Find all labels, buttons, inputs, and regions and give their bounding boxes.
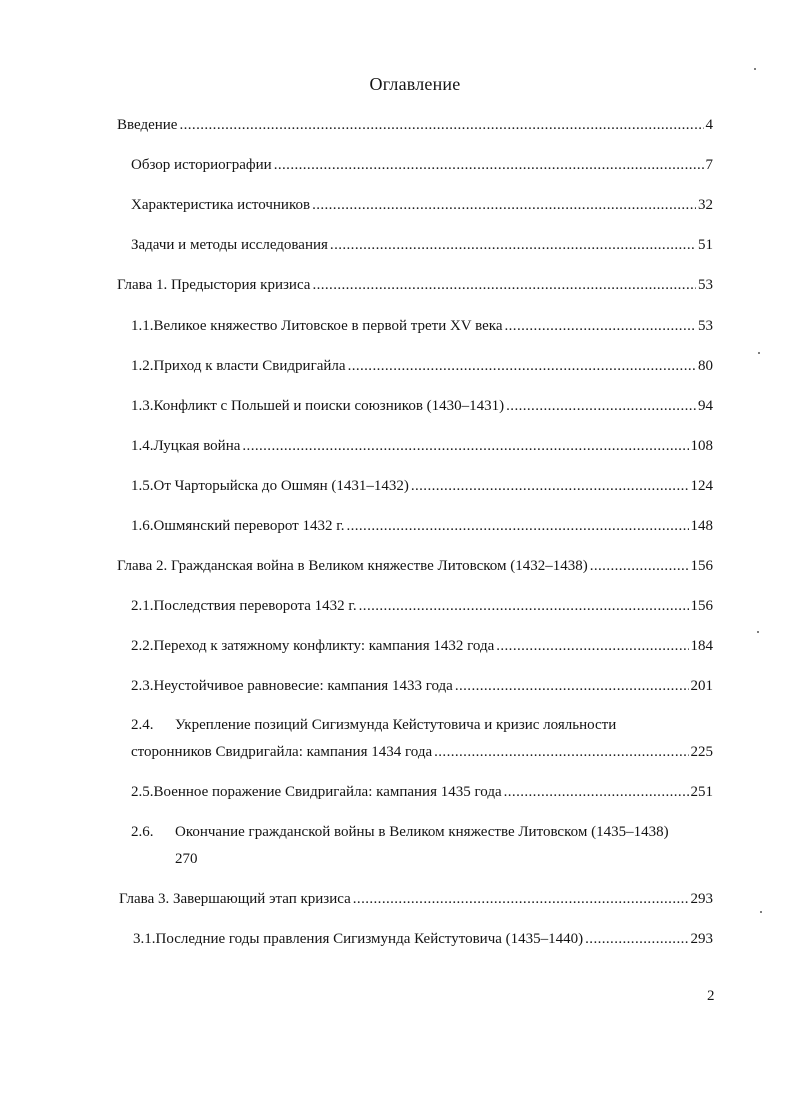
toc-entry-page: 156 xyxy=(690,598,713,614)
toc-entry-chapter-3[interactable] xyxy=(119,890,713,908)
toc-entry-number: 1.2. xyxy=(131,358,154,374)
toc-entry-sources[interactable] xyxy=(131,196,713,214)
dot-leader xyxy=(312,196,696,214)
toc-entry-page: 7 xyxy=(705,157,713,173)
page-title: Оглавление xyxy=(369,74,461,94)
toc-entry-label: Военное поражение Свидригайла: кампания 1435 года xyxy=(153,784,502,800)
toc-entry-page: 4 xyxy=(705,117,713,133)
scan-speck xyxy=(757,631,759,633)
toc-entry-page: 32 xyxy=(698,197,713,213)
toc-entry-3-1[interactable] xyxy=(133,930,713,948)
dot-leader xyxy=(348,357,696,375)
toc-entry-label: Луцкая война xyxy=(153,438,241,454)
toc-entry-page: 184 xyxy=(690,638,713,654)
toc-entry-label: Глава 2. Гражданская война в Великом княжестве Литовском (1432–1438) xyxy=(117,558,588,574)
dot-leader xyxy=(359,597,689,615)
dot-leader xyxy=(179,116,703,134)
scan-speck xyxy=(758,352,760,354)
toc-entry-page: 270 xyxy=(175,851,198,867)
toc-entry-number: 1.5. xyxy=(131,478,154,494)
toc-entry-page: 293 xyxy=(690,931,713,947)
toc-entry-2-1[interactable] xyxy=(131,597,713,615)
toc-entry-2-4-line1[interactable] xyxy=(131,716,616,734)
toc-entry-page: 80 xyxy=(698,358,713,374)
toc-entry-number: 2.2. xyxy=(131,638,154,654)
toc-entry-number: 1.4. xyxy=(131,438,154,454)
toc-entry-1-4[interactable] xyxy=(131,437,713,455)
toc-entry-page: 51 xyxy=(698,237,713,253)
toc-entry-2-6[interactable] xyxy=(131,823,669,841)
toc-entry-number: 2.1. xyxy=(131,598,154,614)
dot-leader xyxy=(353,890,689,908)
dot-leader xyxy=(585,930,688,948)
toc-entry-number: 1.6. xyxy=(131,518,154,534)
dot-leader xyxy=(496,637,688,655)
toc-entry-page: 148 xyxy=(690,518,713,534)
toc-entry-2-2[interactable] xyxy=(131,637,713,655)
dot-leader xyxy=(330,236,696,254)
toc-entry-number: 2.5. xyxy=(131,784,154,800)
toc-entry-label: Переход к затяжному конфликту: кампания 1432 года xyxy=(153,638,495,654)
toc-entry-page: 53 xyxy=(698,318,713,334)
toc-entry-label: Последние годы правления Сигизмунда Кейстутовича (1435–1440) xyxy=(155,931,584,947)
dot-leader xyxy=(455,677,689,695)
dot-leader xyxy=(411,477,689,495)
dot-leader xyxy=(434,743,688,761)
toc-entry-label: Конфликт с Польшей и поиски союзников (1430–1431) xyxy=(153,398,505,414)
toc-entry-page: 108 xyxy=(690,438,713,454)
toc-entry-page: 293 xyxy=(690,891,713,907)
dot-leader xyxy=(242,437,688,455)
toc-entry-page: 225 xyxy=(690,744,713,760)
toc-entry-page: 201 xyxy=(690,678,713,694)
toc-entry-label: Ошмянский переворот 1432 г. xyxy=(153,518,345,534)
toc-entry-label: Введение xyxy=(117,117,178,133)
toc-entry-number: 2.6. xyxy=(131,824,154,840)
toc-entry-label: Окончание гражданской войны в Великом княжестве Литовском (1435–1438) xyxy=(175,824,669,840)
toc-entry-label-continued: сторонников Свидригайла: кампания 1434 года xyxy=(131,744,433,760)
toc-entry-label: Характеристика источников xyxy=(131,197,311,213)
dot-leader xyxy=(504,783,689,801)
toc-entry-label: Неустойчивое равновесие: кампания 1433 года xyxy=(153,678,453,694)
scan-speck xyxy=(754,68,756,70)
toc-entry-label: Приход к власти Свидригайла xyxy=(153,358,346,374)
toc-entry-label: Задачи и методы исследования xyxy=(131,237,328,253)
toc-entry-number: 2.4. xyxy=(131,717,154,733)
toc-entry-page: 124 xyxy=(690,478,713,494)
toc-entry-label: От Чарторыйска до Ошмян (1431–1432) xyxy=(153,478,409,494)
dot-leader xyxy=(312,276,696,294)
page-number: 2 xyxy=(707,988,715,1004)
toc-entry-chapter-1[interactable] xyxy=(117,276,713,294)
scan-speck xyxy=(760,911,762,913)
toc-entry-label: Глава 1. Предыстория кризиса xyxy=(117,277,311,293)
dot-leader xyxy=(274,156,704,174)
toc-entry-label: Обзор историографии xyxy=(131,157,272,173)
dot-leader xyxy=(505,317,697,335)
toc-entry-page: 53 xyxy=(698,277,713,293)
toc-entry-label: Глава 3. Завершающий этап кризиса xyxy=(119,891,351,907)
toc-entry-1-1[interactable] xyxy=(131,317,713,335)
toc-entry-1-3[interactable] xyxy=(131,397,713,415)
toc-entry-chapter-2[interactable] xyxy=(117,557,713,575)
toc-entry-number: 1.3. xyxy=(131,398,154,414)
toc-entry-historiography[interactable] xyxy=(131,156,713,174)
toc-entry-1-2[interactable] xyxy=(131,357,713,375)
toc-entry-number: 2.3. xyxy=(131,678,154,694)
toc-entry-page: 94 xyxy=(698,398,713,414)
toc-entry-1-5[interactable] xyxy=(131,477,713,495)
toc-entry-label: Последствия переворота 1432 г. xyxy=(153,598,357,614)
dot-leader xyxy=(346,517,688,535)
toc-entry-page: 251 xyxy=(690,784,713,800)
toc-entry-2-3[interactable] xyxy=(131,677,713,695)
toc-entry-methods[interactable] xyxy=(131,236,713,254)
toc-entry-2-5[interactable] xyxy=(131,783,713,801)
dot-leader xyxy=(590,557,689,575)
dot-leader xyxy=(506,397,696,415)
toc-entry-1-6[interactable] xyxy=(131,517,713,535)
toc-entry-label: Укрепление позиций Сигизмунда Кейстутовича и кризис лояльности xyxy=(175,717,617,733)
toc-entry-intro[interactable] xyxy=(117,116,713,134)
toc-entry-label: Великое княжество Литовское в первой трети XV века xyxy=(153,318,503,334)
toc-entry-number: 3.1. xyxy=(133,931,156,947)
toc-entry-number: 1.1. xyxy=(131,318,154,334)
toc-entry-page: 156 xyxy=(690,558,713,574)
toc-entry-2-4-line2[interactable] xyxy=(131,743,713,761)
